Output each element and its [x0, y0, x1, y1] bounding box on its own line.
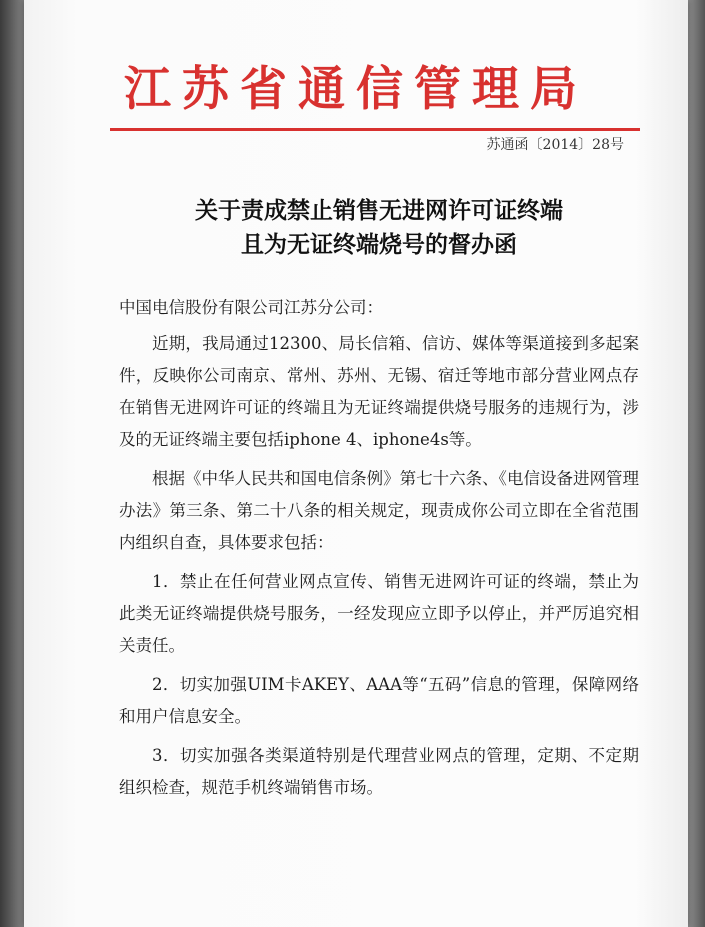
paragraph-1: 近期，我局通过12300、局长信箱、信访、媒体等渠道接到多起案件，反映你公司南京、常州、苏州、无锡、宿迁等地市部分营业网点存在销售无进网许可证的终端且为无证终端提供烧号服务的违规行为，涉及的无证终端主要包括iphone 4、iphone4s等。 — [119, 334, 639, 449]
document-page — [24, 0, 688, 927]
title-line-1: 关于责成禁止销售无进网许可证终端 — [195, 197, 563, 224]
paragraph-2: 根据《中华人民共和国电信条例》第七十六条、《电信设备进网管理办法》第三条、第二十八条的相关规定，现责成你公司立即在全省范围内组织自查，具体要求包括： — [119, 469, 639, 552]
document-number: 苏通函〔2014〕28号 — [486, 137, 624, 153]
requirement-2: 2．切实加强UIM卡AKEY、AAA等“五码”信息的管理，保障网络和用户信息安全。 — [119, 675, 639, 726]
salutation: 中国电信股份有限公司江苏分公司： — [119, 298, 383, 317]
letterhead-organization: 江苏省通信管理局 — [124, 62, 588, 117]
document-title — [84, 194, 674, 262]
document-body — [119, 292, 639, 811]
title-line-2: 且为无证终端烧号的督办函 — [241, 231, 517, 258]
letterhead-red-rule — [110, 128, 640, 131]
background-left-edge — [0, 0, 26, 927]
requirement-1: 1．禁止在任何营业网点宣传、销售无进网许可证的终端，禁止为此类无证终端提供烧号服务，一经发现应立即予以停止，并严厉追究相关责任。 — [119, 572, 639, 655]
requirement-3: 3．切实加强各类渠道特别是代理营业网点的管理，定期、不定期组织检查，规范手机终端销售市场。 — [119, 746, 639, 797]
background-right-edge — [685, 0, 705, 927]
